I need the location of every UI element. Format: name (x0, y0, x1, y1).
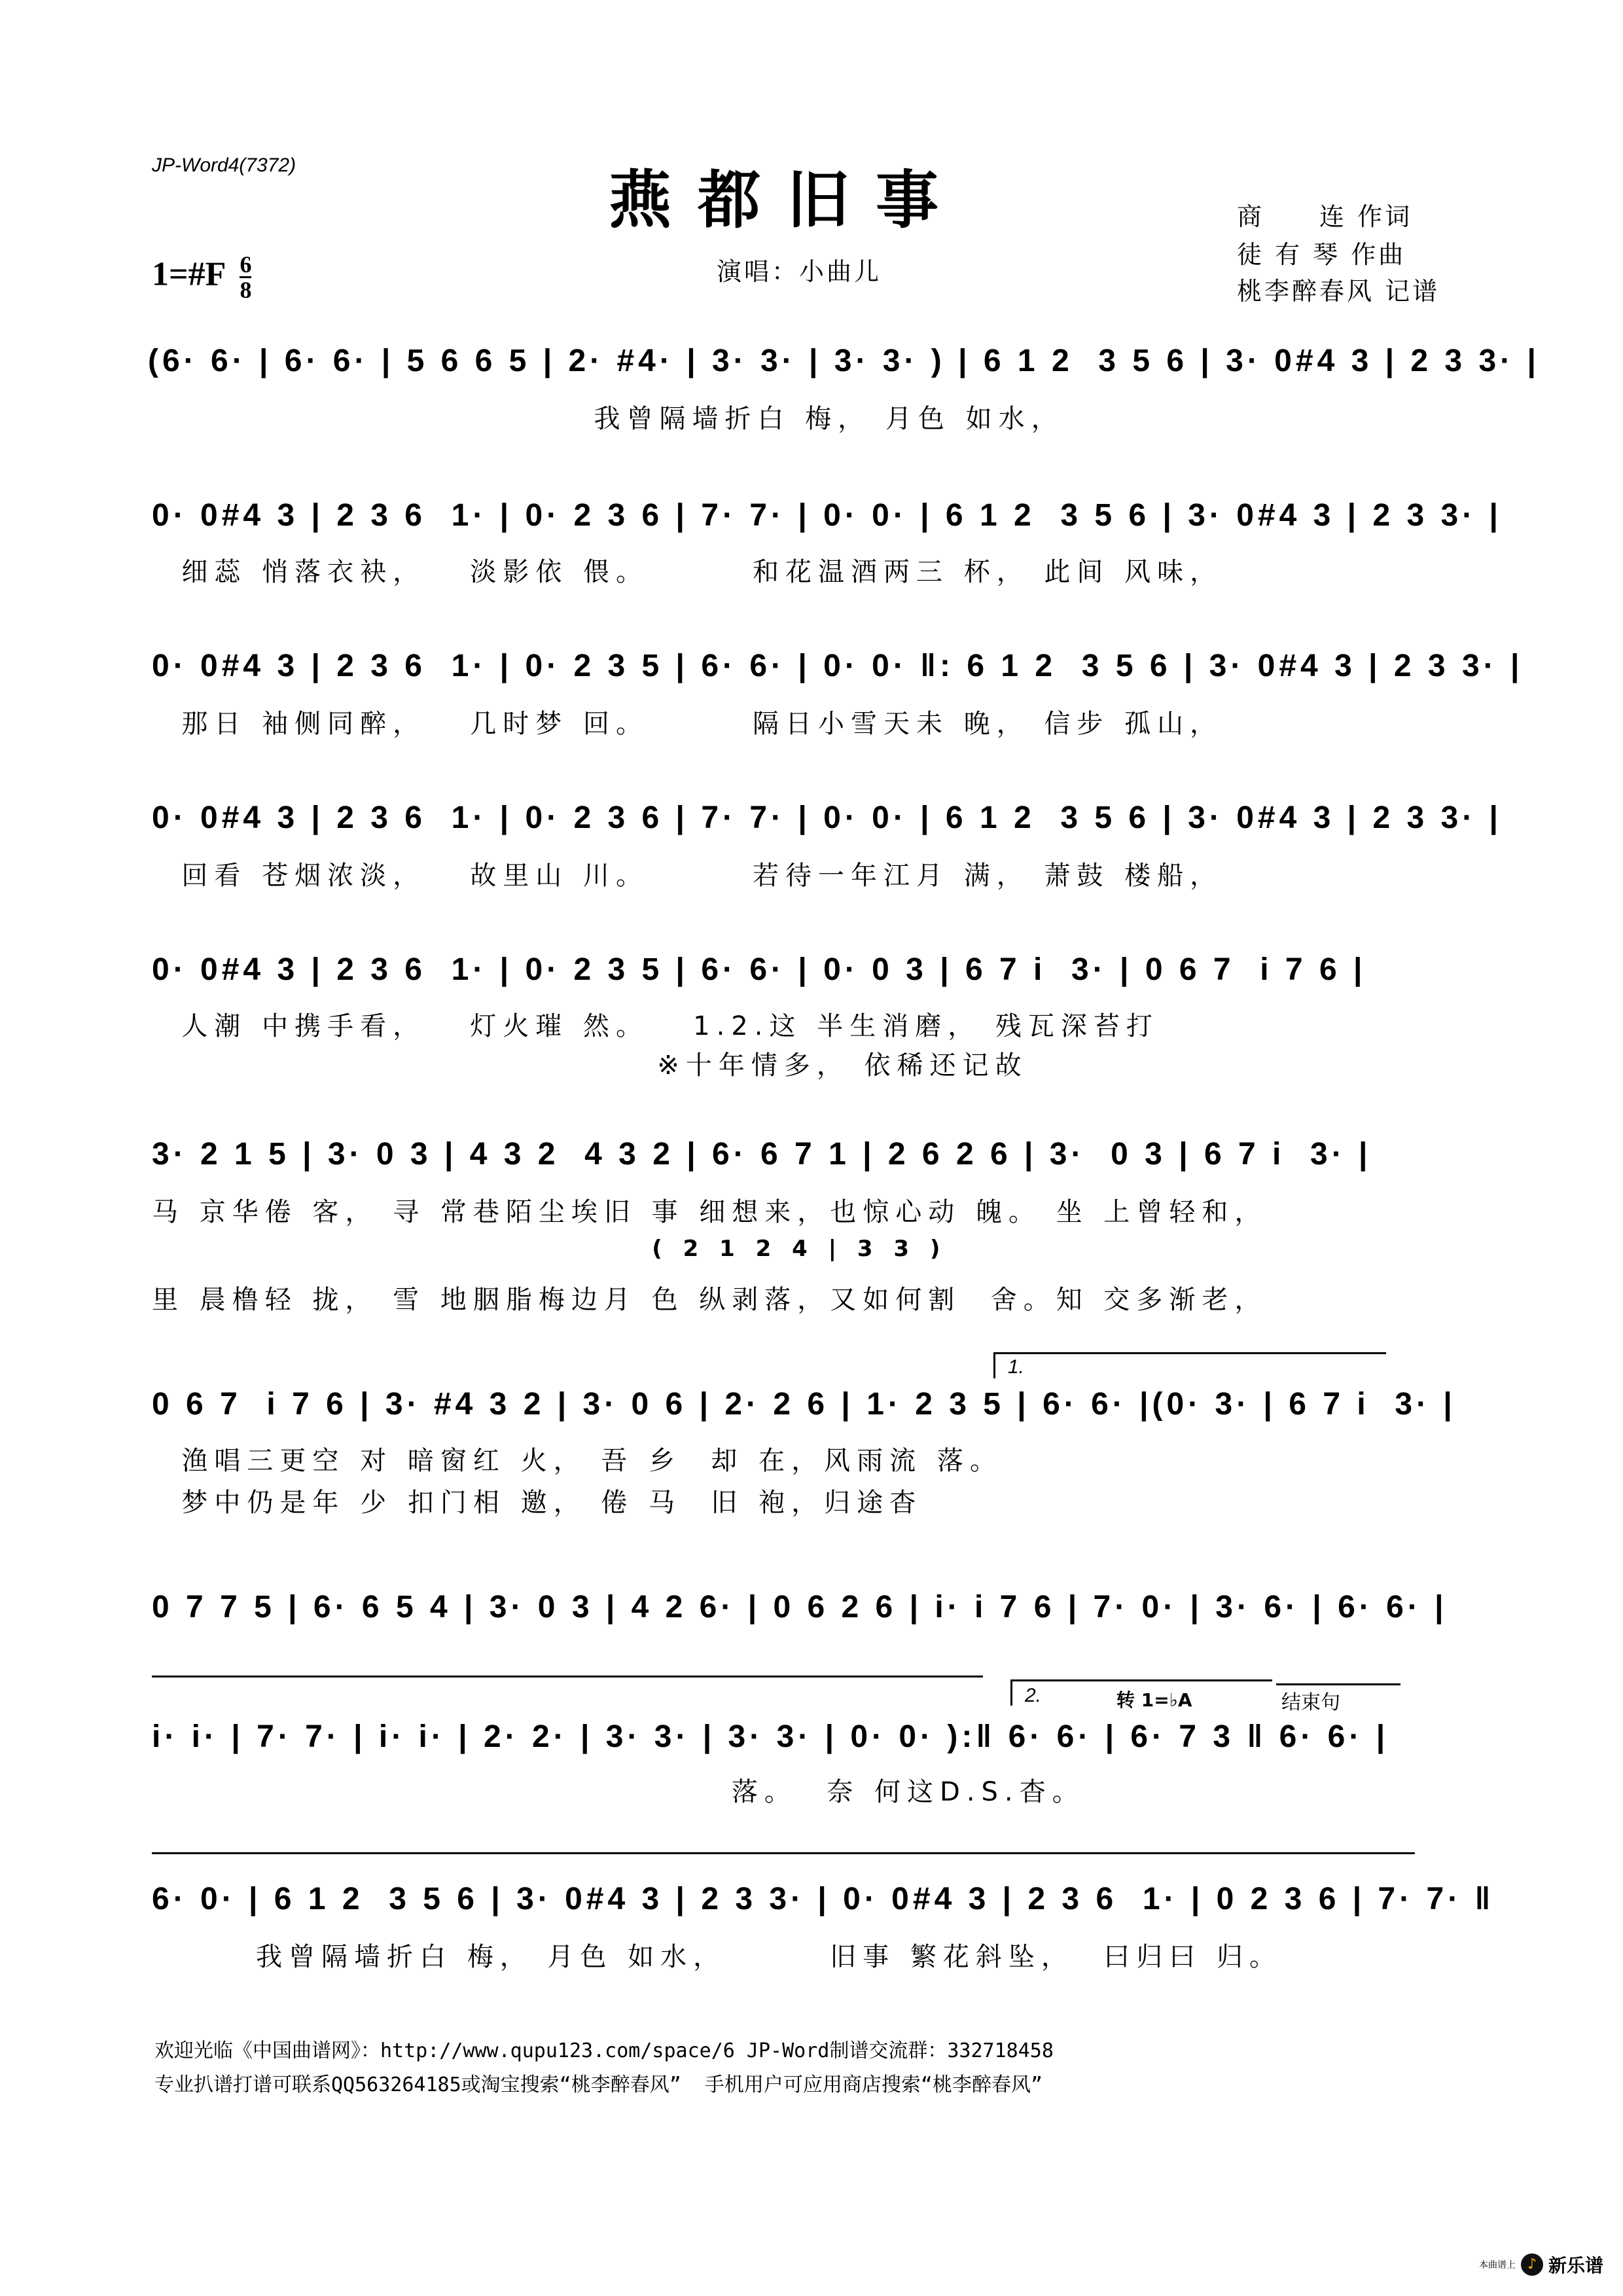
lyric-line-2: 细蕊 悄落衣袂， 淡影依 偎。 和花温酒两三 杯， 此间 风味， (152, 557, 1223, 587)
line-9-top-rule (152, 1676, 983, 1677)
footer-contact-line: 专业扒谱打谱可联系QQ563264185或淘宝搜索“桃李醉春风” 手机用户可应用商店搜索“桃李醉春风” (154, 2073, 1043, 2096)
lyric-line-7b: 梦中仍是年 少 扣门相 邀， 倦 马 旧 袍，归途杳 (152, 1488, 923, 1518)
song-title: 燕都旧事 (609, 163, 965, 237)
watermark-small-text: 本曲谱上 (1479, 2260, 1516, 2270)
score-line-3: 0· 0#4 3 | 2 3 6 1· | 0· 2 3 5 | 6· 6· | 0· 0· ‖: 6 1 2 3 5 6 | 3· 0#4 3 | 2 3 3· | (152, 649, 1524, 683)
watermark-brand: 新乐谱 (1548, 2255, 1604, 2276)
score-line-8: 0 7 7 5 | 6· 6 5 4 | 3· 0 3 | 4 2 6· | 0 6 2 6 | i· i 7 6 | 7· 0· | 3· 6· | 6· 6· | (152, 1590, 1448, 1624)
time-signature (240, 253, 251, 302)
lyric-line-10: 我曾隔墙折白 梅， 月色 如水， 旧事 繁花斜坠， 曰归曰 归。 (152, 1942, 1283, 1972)
score-line-7: 0 6 7 i 7 6 | 3· #4 3 2 | 3· 0 6 | 2· 2 6 | 1· 2 3 5 | 6· 6· |(0· 3· | 6 7 i 3· | (152, 1387, 1456, 1422)
lyric-line-7a: 渔唱三更空 对 暗窗红 火， 吾 乡 却 在，风雨流 落。 (152, 1446, 1003, 1476)
lyric-line-1: 我曾隔墙折白 梅， 月色 如水， (148, 404, 1064, 434)
line-10-top-rule (152, 1852, 1415, 1854)
lyric-line-5b: ※十年情多， 依稀还记故 (152, 1050, 1028, 1081)
ending-bracket-top (1276, 1683, 1400, 1685)
lyric-line-6a: 马 京华倦 客， 寻 常巷陌尘埃旧 事 细想来，也惊心动 魄。 坐 上曾轻和， (152, 1197, 1268, 1227)
footer-website-line: 欢迎光临《中国曲谱网》：http://www.qupu123.com/space/6 JP-Word制谱交流群：332718458 (154, 2039, 1054, 2062)
volta-1-label: 1. (1008, 1356, 1025, 1378)
score-line-1: (6· 6· | 6· 6· | 5 6 6 5 | 2· #4· | 3· 3· | 3· 3· ) | 6 1 2 3 5 6 | 3· 0#4 3 | 2 3 3· | (148, 344, 1540, 378)
score-line-10: 6· 0· | 6 1 2 3 5 6 | 3· 0#4 3 | 2 3 3· | 0· 0#4 3 | 2 3 6 1· | 0 2 3 6 | 7· 7· ‖ (152, 1882, 1495, 1916)
volta-2-bracket-top (1010, 1679, 1272, 1681)
ending-label: 结束句 (1281, 1692, 1340, 1713)
modulation-label: 转 1=♭A (1116, 1689, 1192, 1711)
composer-credit: 徒 有 琴 作曲 (1237, 240, 1406, 269)
score-line-5: 0· 0#4 3 | 2 3 6 1· | 0· 2 3 5 | 6· 6· | 0· 0 3 | 6 7 i 3· | 0 6 7 i 7 6 | (152, 952, 1366, 987)
score-line-2: 0· 0#4 3 | 2 3 6 1· | 0· 2 3 6 | 7· 7· | 0· 0· | 6 1 2 3 5 6 | 3· 0#4 3 | 2 3 3· | (152, 498, 1502, 533)
volta-2-label: 2. (1025, 1685, 1042, 1706)
score-line-6: 3· 2 1 5 | 3· 0 3 | 4 3 2 4 3 2 | 6· 6 7 1 | 2 6 2 6 | 3· 0 3 | 6 7 i 3· | (152, 1137, 1372, 1172)
volta-1-bracket-left (993, 1352, 995, 1378)
lyric-line-6b: 里 晨橹轻 拢， 雪 地胭脂梅边月 色 纵剥落，又如何割 舍。知 交多渐老， (152, 1285, 1268, 1315)
key-text: 1=#F (152, 255, 225, 293)
lyric-line-6-alt-notes: ( 2 1 2 4 | 3 3 ) (152, 1236, 947, 1262)
key-signature (152, 253, 251, 302)
lyric-line-4: 回看 苍烟浓淡， 故里山 川。 若待一年江月 满， 萧鼓 楼船， (152, 861, 1223, 891)
site-watermark (1479, 2251, 1603, 2278)
volta-1-bracket-top (993, 1352, 1386, 1354)
transcriber-credit: 桃李醉春风 记谱 (1237, 277, 1440, 306)
singer-credit: 演唱：小曲儿 (717, 257, 882, 286)
volta-2-bracket-left (1010, 1679, 1012, 1706)
lyricist-credit: 商 连 作词 (1237, 202, 1413, 231)
time-signature-top: 6 (240, 251, 252, 278)
score-line-4: 0· 0#4 3 | 2 3 6 1· | 0· 2 3 6 | 7· 7· | 0· 0· | 6 1 2 3 5 6 | 3· 0#4 3 | 2 3 3· | (152, 800, 1502, 835)
software-label: JP-Word4(7372) (152, 154, 296, 176)
score-line-9: i· i· | 7· 7· | i· i· | 2· 2· | 3· 3· | 3· 3· | 0· 0· ):‖ 6· 6· | 6· 7 3 ‖ 6· 6· | (152, 1719, 1389, 1754)
music-disc-icon: ♪ (1521, 2253, 1543, 2276)
lyric-line-9: 落。 奈 何这D.S.杳。 (152, 1777, 1085, 1807)
lyric-line-5a: 人潮 中携手看， 灯火璀 然。 1.2.这 半生消磨， 残瓦深苔打 (152, 1011, 1159, 1041)
time-signature-bottom: 8 (240, 277, 252, 303)
lyric-line-3: 那日 袖侧同醉， 几时梦 回。 隔日小雪天未 晚， 信步 孤山， (152, 709, 1223, 739)
